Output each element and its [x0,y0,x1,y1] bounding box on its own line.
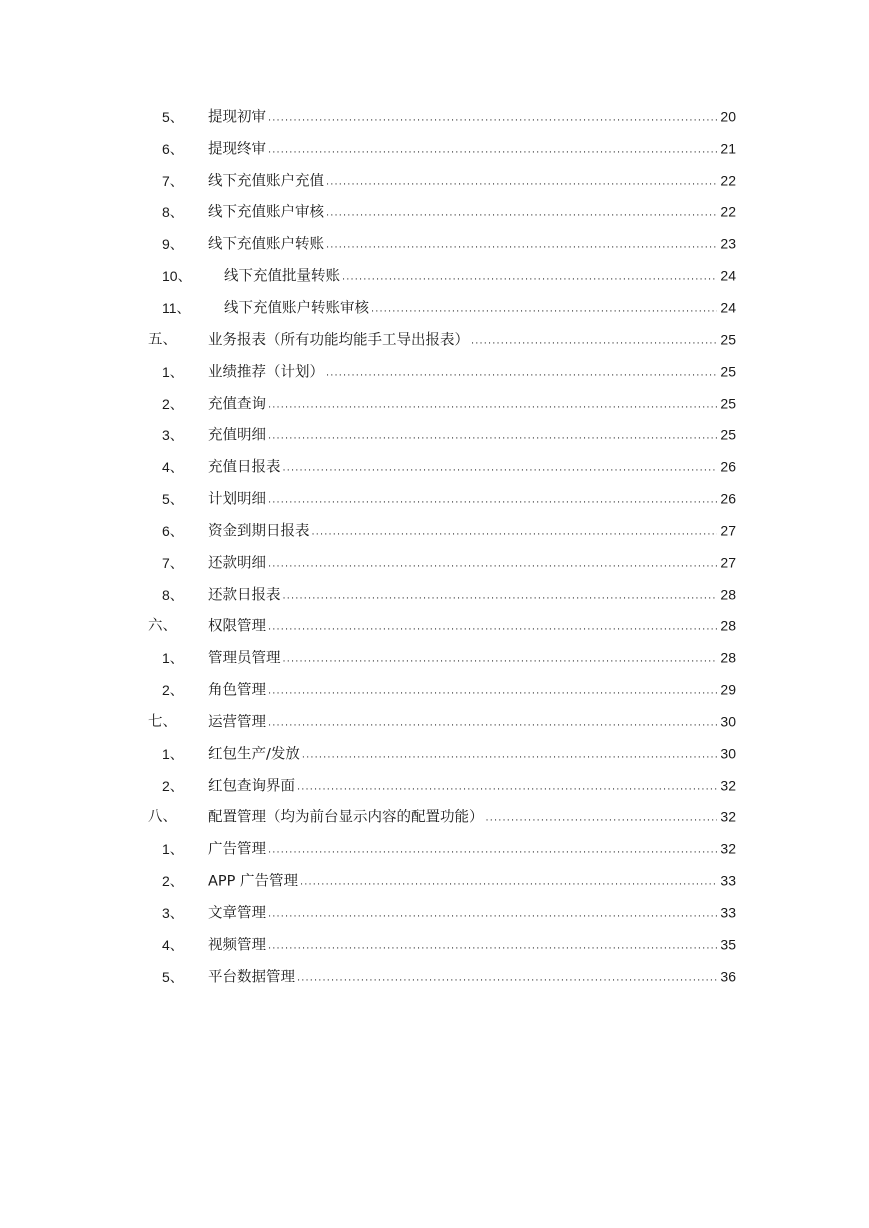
toc-entry-number: 11、 [162,299,191,316]
toc-entry[interactable] [0,515,869,547]
toc-entry-title: APP 广告管理 [208,873,299,890]
toc-entry-body [208,682,736,698]
toc-entry-page-number: 30 [720,745,736,762]
toc-dot-leader [371,303,717,314]
toc-entry-body [208,810,736,826]
toc-entry-number: 六、 [148,618,177,635]
toc-entry-number: 5、 [162,108,184,125]
toc-entry-number: 4、 [162,459,184,476]
toc-entry-title: 线下充值账户转账 [208,236,324,253]
toc-entry-title: 平台数据管理 [208,968,295,985]
toc-entry-body [208,173,736,189]
toc-dot-leader [268,558,717,569]
toc-dot-leader [268,717,717,728]
toc-dot-leader [471,335,717,346]
toc-entry-title: 广告管理 [208,841,266,858]
toc-entry-title: 运营管理 [208,714,266,731]
toc-entry-page-number: 32 [720,840,736,857]
toc-entry-page-number: 28 [720,617,736,634]
toc-entry-number: 2、 [162,873,184,890]
toc-entry-body [208,396,736,412]
toc-entry-number: 7、 [162,554,184,571]
toc-entry-body [208,714,736,730]
table-of-contents [0,101,869,993]
toc-entry-body [208,842,736,858]
toc-entry-body [208,873,736,889]
toc-entry[interactable] [0,802,869,834]
toc-entry-page-number: 25 [720,394,736,411]
toc-entry[interactable] [0,929,869,961]
toc-entry-body [208,523,736,539]
toc-entry[interactable] [0,228,869,260]
toc-entry-title: 还款明细 [208,554,266,571]
toc-entry-number: 2、 [162,777,184,794]
toc-entry-title: 文章管理 [208,905,266,922]
toc-entry[interactable] [0,451,869,483]
toc-entry-body [208,109,736,125]
toc-entry[interactable] [0,642,869,674]
toc-entry-title: 线下充值账户充值 [208,172,324,189]
toc-entry-page-number: 26 [720,458,736,475]
toc-entry-title: 充值查询 [208,395,266,412]
toc-dot-leader [297,781,717,792]
toc-entry-number: 七、 [148,713,177,730]
toc-entry[interactable] [0,738,869,770]
toc-entry-body [208,746,736,762]
toc-entry[interactable] [0,897,869,929]
toc-entry-title: 红包查询界面 [208,777,295,794]
toc-entry-page-number: 32 [720,776,736,793]
toc-entry-page-number: 29 [720,681,736,698]
toc-entry-title: 管理员管理 [208,650,281,667]
toc-dot-leader [268,144,717,155]
toc-entry-number: 1、 [162,363,184,380]
toc-entry-body [208,587,736,603]
toc-dot-leader [268,622,717,633]
toc-dot-leader [297,972,717,983]
toc-entry-body [208,619,736,635]
toc-entry[interactable] [0,388,869,420]
toc-entry[interactable] [0,547,869,579]
toc-entry-body [208,491,736,507]
toc-entry[interactable] [0,133,869,165]
toc-entry[interactable] [0,961,869,993]
toc-entry-number: 1、 [162,650,184,667]
toc-dot-leader [268,399,717,410]
toc-dot-leader [283,462,718,473]
toc-entry[interactable] [0,833,869,865]
toc-dot-leader [268,908,717,919]
toc-entry-number: 八、 [148,809,177,826]
toc-dot-leader [268,494,717,505]
toc-entry-page-number: 22 [720,203,736,220]
toc-entry-number: 10、 [162,268,192,285]
toc-entry-title: 红包生产/发放 [208,746,300,763]
toc-entry-page-number: 22 [720,171,736,188]
toc-entry-body [208,651,736,667]
toc-entry-body [208,205,736,221]
toc-dot-leader [302,749,718,760]
toc-entry-title: 视频管理 [208,937,266,954]
toc-entry[interactable] [0,706,869,738]
toc-entry-page-number: 36 [720,967,736,984]
toc-entry[interactable] [0,101,869,133]
toc-entry-title: 提现终审 [208,141,266,158]
toc-entry-body [208,905,736,921]
toc-entry-number: 五、 [148,331,177,348]
toc-entry-page-number: 24 [720,267,736,284]
toc-entry-page-number: 27 [720,522,736,539]
toc-entry[interactable] [0,324,869,356]
toc-entry-page-number: 28 [720,585,736,602]
toc-dot-leader [326,208,717,219]
toc-dot-leader [283,590,718,601]
toc-entry-body [208,332,736,348]
toc-entry[interactable] [0,356,869,388]
toc-dot-leader [326,176,717,187]
toc-entry-title: 充值日报表 [208,459,281,476]
toc-dot-leader [326,367,717,378]
toc-entry-title: 业务报表（所有功能均能手工导出报表） [208,332,469,349]
toc-entry[interactable] [0,165,869,197]
toc-entry-number: 5、 [162,491,184,508]
toc-entry-number: 7、 [162,172,184,189]
toc-entry-page-number: 35 [720,936,736,953]
toc-dot-leader [268,431,717,442]
toc-entry-page-number: 33 [720,872,736,889]
toc-entry-title: 权限管理 [208,618,266,635]
toc-entry[interactable] [0,260,869,292]
toc-entry-number: 1、 [162,745,184,762]
toc-entry-title: 线下充值批量转账 [224,268,340,285]
toc-entry-page-number: 25 [720,331,736,348]
toc-dot-leader [486,813,718,824]
toc-entry-page-number: 23 [720,235,736,252]
toc-entry[interactable] [0,419,869,451]
toc-entry-page-number: 32 [720,808,736,825]
toc-entry-body [224,268,736,284]
toc-entry-page-number: 20 [720,108,736,125]
toc-entry-number: 8、 [162,204,184,221]
toc-entry-page-number: 33 [720,904,736,921]
toc-entry-page-number: 27 [720,553,736,570]
toc-entry-title: 线下充值账户审核 [208,204,324,221]
toc-entry-body [208,459,736,475]
toc-entry-body [208,555,736,571]
toc-entry-title: 角色管理 [208,682,266,699]
toc-dot-leader [283,654,718,665]
toc-entry[interactable] [0,292,869,324]
toc-entry-number: 2、 [162,682,184,699]
toc-entry-body [208,428,736,444]
toc-entry[interactable] [0,674,869,706]
toc-dot-leader [312,526,718,537]
toc-entry-page-number: 21 [720,140,736,157]
toc-entry-number: 5、 [162,968,184,985]
toc-dot-leader [342,271,717,282]
toc-entry-title: 线下充值账户转账审核 [224,300,369,317]
toc-dot-leader [268,685,717,696]
toc-entry-number: 2、 [162,395,184,412]
toc-dot-leader [268,112,717,123]
toc-entry-number: 1、 [162,841,184,858]
toc-entry-title: 配置管理（均为前台显示内容的配置功能） [208,809,484,826]
toc-entry-number: 6、 [162,140,184,157]
toc-entry-number: 3、 [162,905,184,922]
toc-entry-number: 6、 [162,522,184,539]
toc-entry-title: 计划明细 [208,491,266,508]
toc-entry-title: 还款日报表 [208,586,281,603]
toc-entry-body [208,937,736,953]
toc-entry[interactable] [0,579,869,611]
toc-entry-body [208,237,736,253]
toc-entry-body [208,969,736,985]
toc-entry-body [208,364,736,380]
toc-entry-page-number: 25 [720,362,736,379]
toc-entry-number: 4、 [162,936,184,953]
toc-entry-title: 资金到期日报表 [208,523,310,540]
toc-entry[interactable] [0,611,869,643]
toc-entry-page-number: 30 [720,713,736,730]
toc-entry-page-number: 25 [720,426,736,443]
toc-entry-page-number: 28 [720,649,736,666]
toc-entry-title: 提现初审 [208,109,266,126]
toc-entry-body [208,778,736,794]
toc-entry-body [224,300,736,316]
toc-entry[interactable] [0,197,869,229]
toc-entry-title: 业绩推荐（计划） [208,363,324,380]
toc-entry-number: 8、 [162,586,184,603]
toc-dot-leader [268,940,717,951]
toc-entry-number: 9、 [162,236,184,253]
toc-entry-title: 充值明细 [208,427,266,444]
toc-entry[interactable] [0,770,869,802]
toc-dot-leader [268,845,717,856]
toc-entry-page-number: 26 [720,490,736,507]
toc-entry[interactable] [0,483,869,515]
toc-entry[interactable] [0,865,869,897]
toc-entry-body [208,141,736,157]
toc-entry-number: 3、 [162,427,184,444]
toc-dot-leader [326,240,717,251]
toc-dot-leader [300,876,717,887]
toc-entry-page-number: 24 [720,299,736,316]
